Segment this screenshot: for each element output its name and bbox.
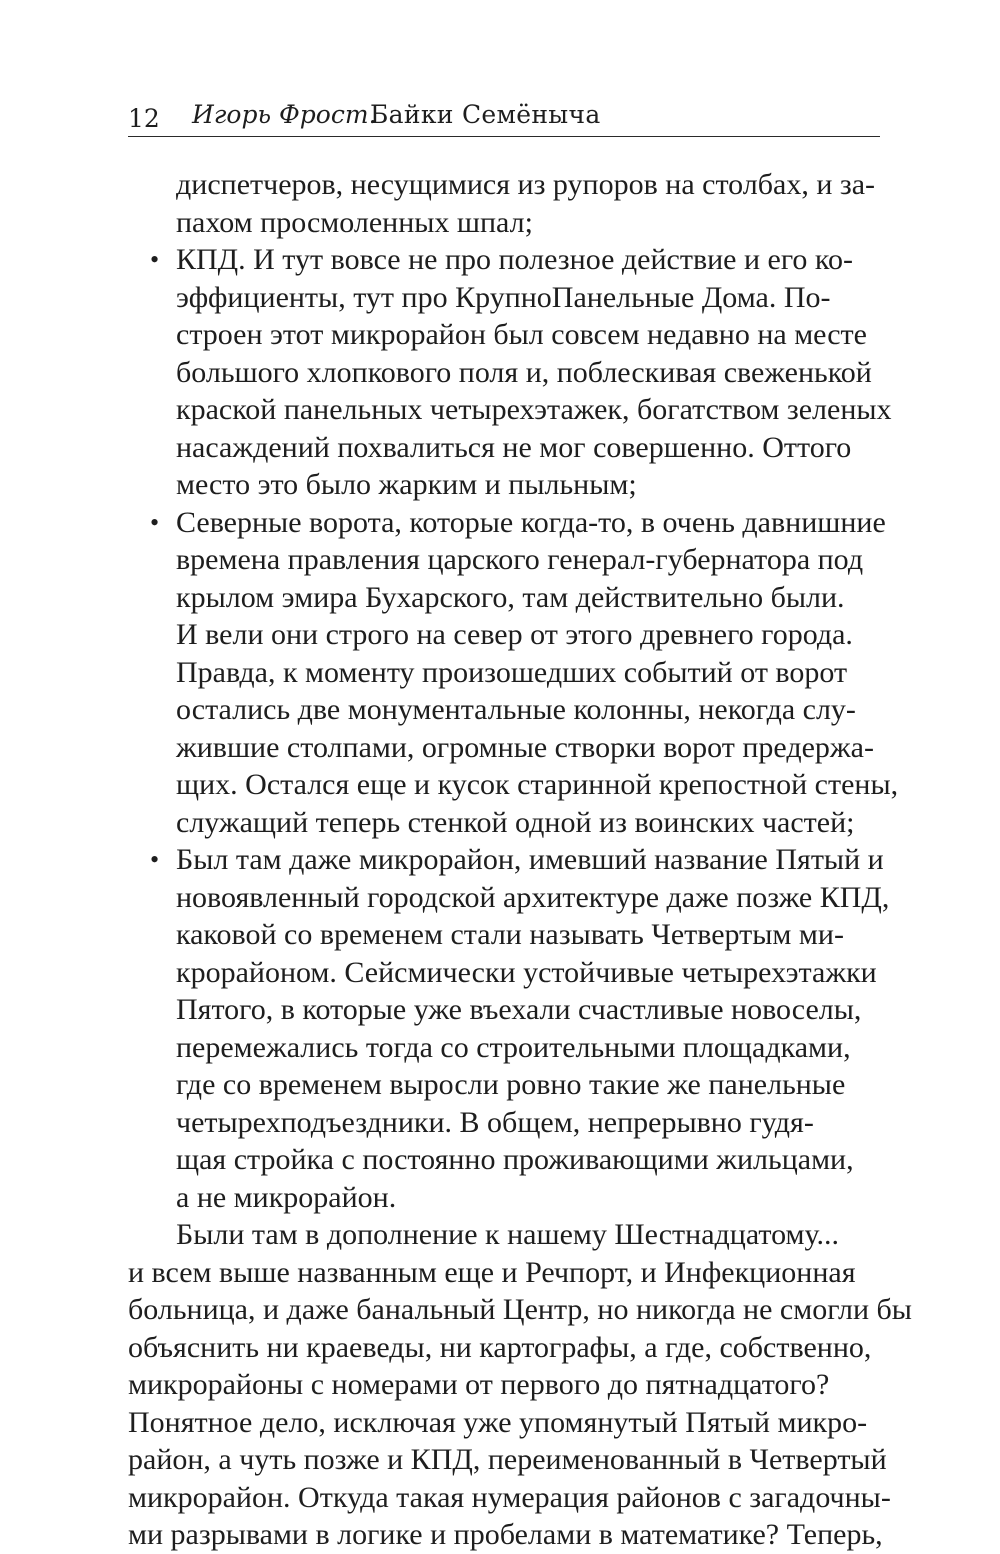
text-line: больница, и даже банальный Центр, но никогда не смогли бы bbox=[128, 1293, 912, 1326]
text-line: четырехподъездники. В общем, непрерывно гудя- bbox=[176, 1105, 814, 1139]
text-line: краской панельных четырехэтажек, богатством зеленых bbox=[176, 393, 892, 426]
text-line: крорайоном. Сейсмически устойчивые четырехэтажки bbox=[176, 955, 877, 989]
text-line: КПД. И тут вовсе не про полезное действие и его ко- bbox=[176, 243, 853, 276]
text-line: место это было жарким и пыльным; bbox=[176, 468, 637, 501]
list-item-fifth-district bbox=[128, 841, 890, 1216]
text-line: И вели они строго на север от этого древнего города. bbox=[176, 618, 853, 651]
text-line: диспетчеров, несущимися из рупоров на столбах, и за- bbox=[176, 168, 876, 201]
text-line: Понятное дело, исключая уже упомянутый Пятый микро- bbox=[128, 1405, 868, 1439]
text-line: крылом эмира Бухарского, там действительно были. bbox=[176, 580, 845, 614]
text-line: Северные ворота, которые когда-то, в очень давнишние bbox=[176, 505, 886, 539]
author-name: Игорь Фрост. bbox=[192, 100, 377, 129]
text-line: объяснить ни краеведы, ни картографы, а где, собственно, bbox=[128, 1330, 872, 1364]
text-line: каковой со временем стали называть Четвертым ми- bbox=[176, 918, 844, 951]
text-line: Были там в дополнение к нашему Шестнадцатому... bbox=[176, 1218, 839, 1251]
text-line: где со временем выросли ровно такие же панельные bbox=[176, 1068, 846, 1101]
text-line: остались две монументальные колонны, некогда слу- bbox=[176, 693, 856, 726]
text-line: ми разрывами в логике и пробелами в математике? Теперь, bbox=[128, 1518, 883, 1551]
text-line: а не микрорайон. bbox=[176, 1180, 397, 1214]
text-line: эффициенты, тут про КрупноПанельные Дома. По- bbox=[176, 280, 831, 314]
bullet-icon: • bbox=[150, 507, 160, 537]
book-title: Байки Семёныча bbox=[370, 100, 601, 129]
bullet-icon: • bbox=[150, 845, 160, 874]
text-line: Правда, к моменту произошедших событий от ворот bbox=[176, 655, 848, 689]
paragraph bbox=[128, 1216, 912, 1554]
running-header bbox=[128, 100, 880, 137]
body-text bbox=[128, 166, 912, 1554]
text-line: пахом просмоленных шпал; bbox=[176, 205, 533, 239]
text-line: щих. Остался еще и кусок старинной крепостной стены, bbox=[176, 768, 899, 801]
text-line: жившие столпами, огромные створки ворот предержа- bbox=[176, 730, 874, 764]
list-item-northern-gates bbox=[128, 504, 899, 842]
text-line: строен этот микрорайон был совсем недавно на месте bbox=[176, 318, 867, 351]
text-line: насаждений похвалиться не мог совершенно. Оттого bbox=[176, 430, 852, 464]
list-item-kpd bbox=[128, 241, 892, 504]
text-line: и всем выше названным еще и Речпорт, и Инфекционная bbox=[128, 1255, 856, 1289]
text-line: район, а чуть позже и КПД, переименованный в Четвертый bbox=[128, 1443, 887, 1476]
text-line: новоявленный городской архитектуре даже позже КПД, bbox=[176, 880, 890, 914]
bullet-icon: • bbox=[150, 245, 160, 274]
text-line: Был там даже микрорайон, имевший название Пятый и bbox=[176, 843, 884, 876]
text-line: служащий теперь стенкой одной из воинских частей; bbox=[176, 805, 855, 839]
text-line: микрорайоны с номерами от первого до пятнадцатого? bbox=[128, 1368, 830, 1401]
text-line: времена правления царского генерал-губернатора под bbox=[176, 543, 864, 576]
text-line: большого хлопкового поля и, поблескивая свеженькой bbox=[176, 355, 872, 389]
page-number: 12 bbox=[128, 104, 160, 133]
text-line: щая стройка с постоянно проживающими жильцами, bbox=[176, 1143, 854, 1176]
text-line: микрорайон. Откуда такая нумерация районов с загадочны- bbox=[128, 1480, 891, 1514]
continuation-text bbox=[128, 166, 880, 241]
text-line: перемежались тогда со строительными площадками, bbox=[176, 1030, 851, 1064]
text-line: Пятого, в которые уже въехали счастливые новоселы, bbox=[176, 993, 862, 1026]
